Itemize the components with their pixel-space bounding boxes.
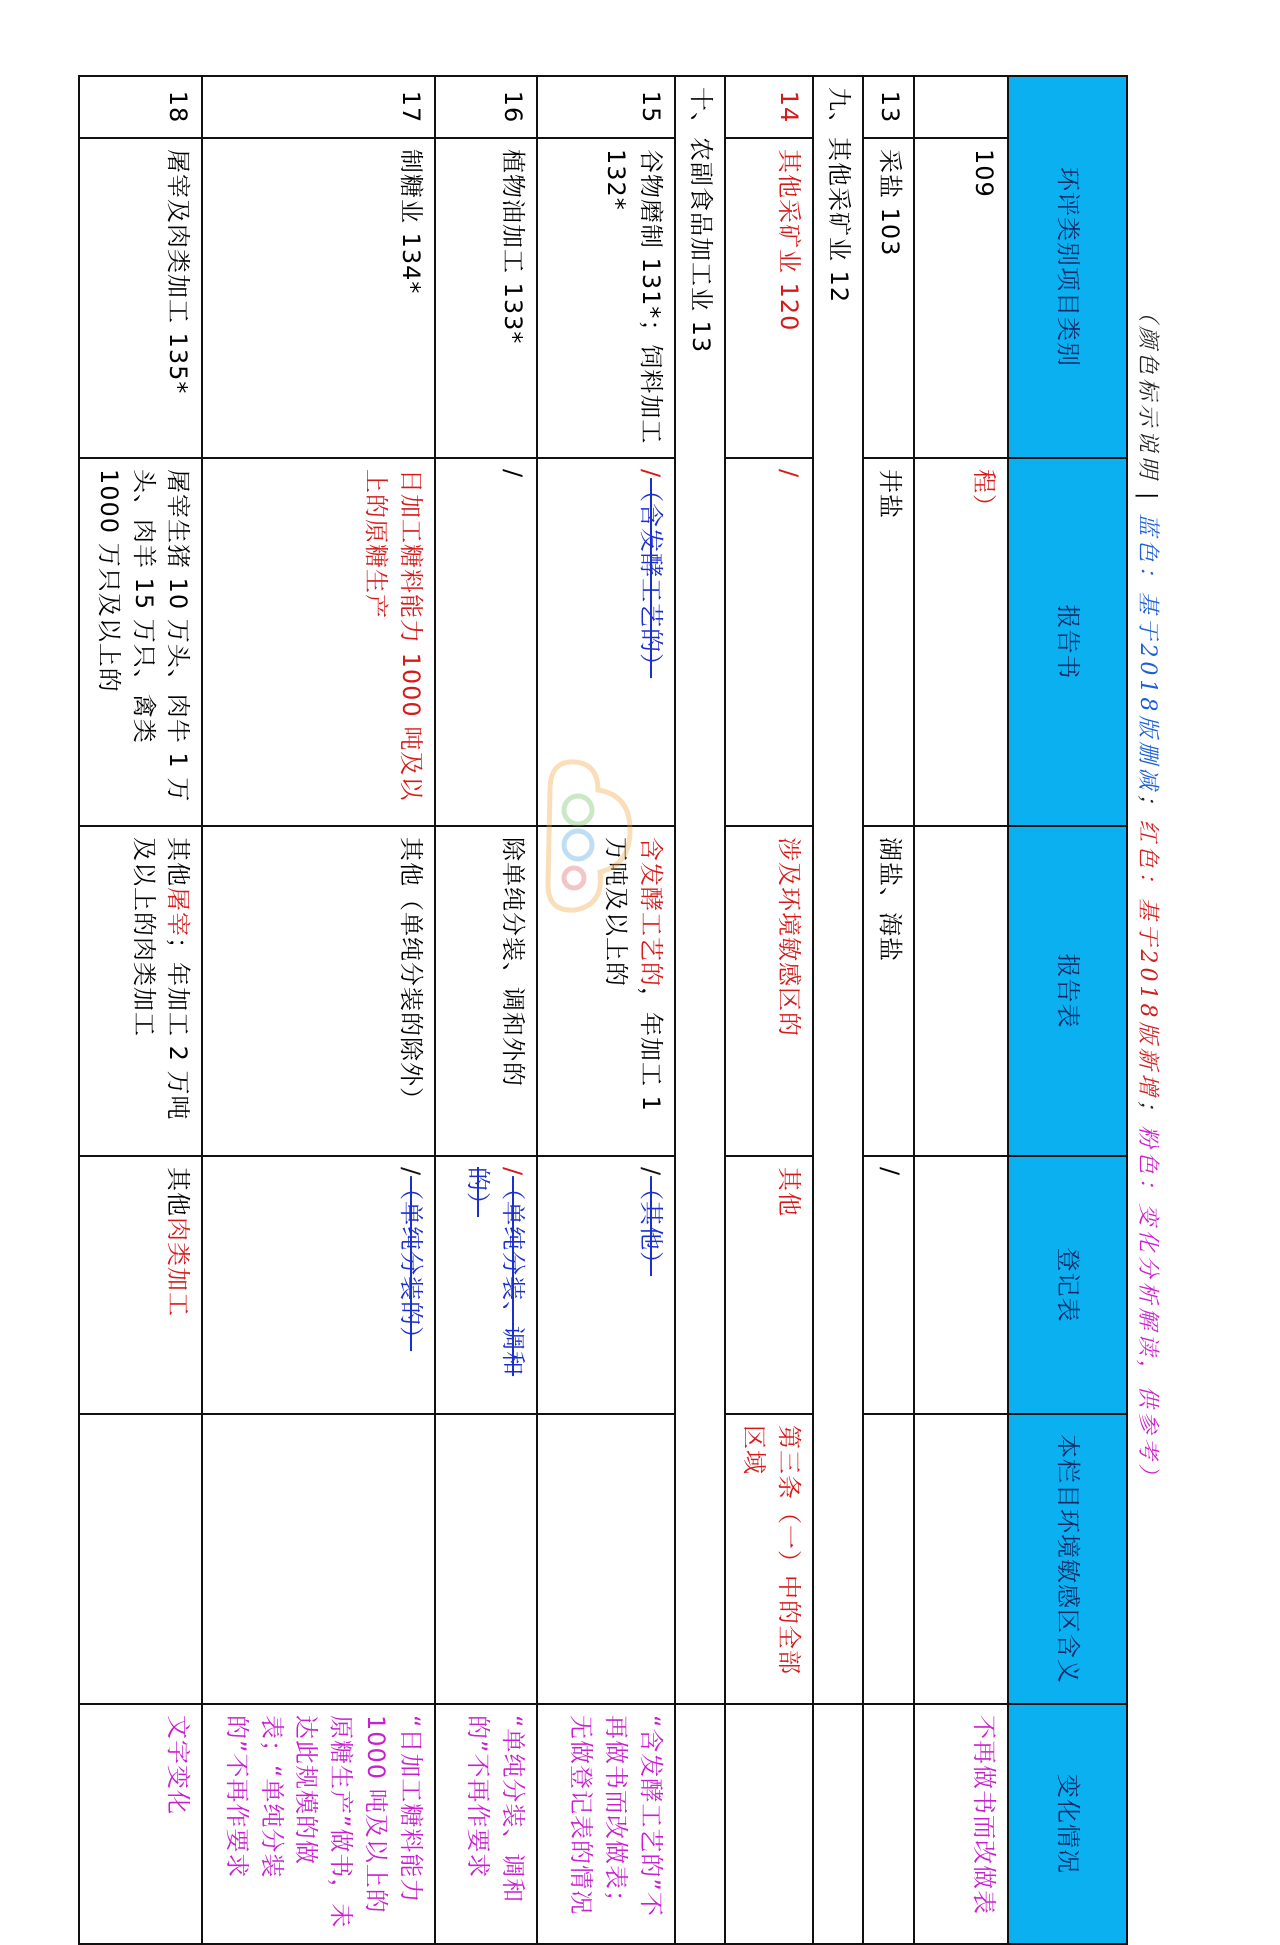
row-sensitive (914, 1414, 1008, 1704)
table-text: ；年加工 2 万吨及以上的肉类加工 (129, 837, 193, 1121)
row-category: 109 (914, 138, 1008, 458)
table-text: ，年加工 1 万吨及以上的 (601, 837, 665, 1112)
table-row (202, 76, 434, 1944)
legend-red: 红色：基于2018版新增 (1135, 819, 1160, 1100)
row-change: “单纯分装、调和的”不再作要求 (435, 1704, 537, 1944)
row-report-table: 湖盐、海盐 (863, 826, 914, 1156)
row-category: 制糖业 134* (202, 138, 434, 458)
book-slash: / (636, 469, 665, 479)
legend-semicolon: ； (1135, 1099, 1160, 1126)
book-deleted-text: （含发酵工艺的） (636, 478, 665, 679)
row-sensitive (79, 1414, 202, 1704)
header-row (1008, 76, 1127, 1944)
classification-table (78, 75, 1128, 1945)
row-number: 16 (435, 76, 537, 138)
legend-prefix: （颜色标示说明 (1135, 300, 1160, 483)
legend-separator: | (1135, 492, 1160, 504)
section-row (813, 76, 864, 1944)
legend-pink: 粉色：变化分析解读，供参考） (1135, 1125, 1160, 1490)
row-register (435, 1156, 537, 1414)
register-slash: / (498, 1167, 527, 1177)
header-report-book: 报告书 (1008, 458, 1127, 826)
row-register: / (863, 1156, 914, 1414)
table-added-text: 屠宰 (164, 887, 193, 937)
row-sensitive (202, 1414, 434, 1704)
row-report-book: 屠宰生猪 10 万头、肉牛 1 万头、肉羊 15 万只、禽类 1000 万只及以上的 (79, 458, 202, 826)
register-deleted-text: （其他） (636, 1176, 665, 1277)
section-heading: 九、其他采矿业 12 (813, 76, 864, 1704)
table-row (435, 76, 537, 1944)
row-sensitive (537, 1414, 675, 1704)
section-spacer (813, 1704, 864, 1944)
row-number: 13 (863, 76, 914, 138)
row-number: 15 (537, 76, 675, 138)
row-register (202, 1156, 434, 1414)
row-register: 其他 (725, 1156, 812, 1414)
legend-blue: 蓝色：基于2018版删减 (1135, 513, 1160, 794)
row-register (537, 1156, 675, 1414)
row-category: 采盐 103 (863, 138, 914, 458)
row-change: 不再做书而改做表 (914, 1704, 1008, 1944)
row-report-table: 其他（单纯分装的除外） (202, 826, 434, 1156)
table-row (79, 76, 202, 1944)
row-sensitive (435, 1414, 537, 1704)
table-row (863, 76, 914, 1944)
table-text: 其他 (164, 837, 193, 887)
row-report-table (914, 826, 1008, 1156)
register-deleted-text: （单纯分装、调和的） (464, 1167, 527, 1377)
register-text: 其他 (164, 1167, 193, 1217)
legend-semicolon: ； (1135, 793, 1160, 820)
table-row (914, 76, 1008, 1944)
row-report-table: 除单纯分装、调和外的 (435, 826, 537, 1156)
row-number (914, 76, 1008, 138)
header-category: 环评类别项目类别 (1008, 76, 1127, 458)
row-change: 文字变化 (79, 1704, 202, 1944)
row-register (914, 1156, 1008, 1414)
row-category: 谷物磨制 131*；饲料加工 132* (537, 138, 675, 458)
row-report-book: 井盐 (863, 458, 914, 826)
row-change (863, 1704, 914, 1944)
section-spacer (675, 1704, 726, 1944)
row-change: “含发酵工艺的”不再做书而改做表；无做登记表的情况 (537, 1704, 675, 1944)
header-change: 变化情况 (1008, 1704, 1127, 1944)
row-report-book: 日加工糖料能力 1000 吨及以上的原糖生产 (202, 458, 434, 826)
section-row (675, 76, 726, 1944)
row-report-book: / (435, 458, 537, 826)
header-sensitive: 本栏目环境敏感区含义 (1008, 1414, 1127, 1704)
header-register: 登记表 (1008, 1156, 1127, 1414)
register-deleted-text: （单纯分装的） (396, 1176, 425, 1352)
table-row (537, 76, 675, 1944)
color-legend (1134, 300, 1165, 1489)
row-number: 18 (79, 76, 202, 138)
row-report-book: / (725, 458, 812, 826)
header-report-table: 报告表 (1008, 826, 1127, 1156)
row-category: 其他采矿业 120 (725, 138, 812, 458)
table-row (725, 76, 812, 1944)
register-added-text: 肉类加工 (164, 1217, 193, 1317)
row-change (725, 1704, 812, 1944)
row-report-table (537, 826, 675, 1156)
row-sensitive (863, 1414, 914, 1704)
row-number: 14 (725, 76, 812, 138)
row-report-table (79, 826, 202, 1156)
row-register (79, 1156, 202, 1414)
row-sensitive: 第三条（一）中的全部区域 (725, 1414, 812, 1704)
row-change: “日加工糖料能力 1000 吨及以上的原糖生产”做书，未达此规模的做表；“单纯分装的”不再作要求 (202, 1704, 434, 1944)
row-category: 屠宰及肉类加工 135* (79, 138, 202, 458)
row-report-table: 涉及环境敏感区的 (725, 826, 812, 1156)
register-slash: / (396, 1167, 425, 1177)
row-category: 植物油加工 133* (435, 138, 537, 458)
section-heading: 十、农副食品加工业 13 (675, 76, 726, 1704)
table-added-text: 含发酵工艺的 (636, 837, 665, 987)
register-slash: / (636, 1167, 665, 1177)
row-report-book: 程） (914, 458, 1008, 826)
row-report-book (537, 458, 675, 826)
row-number: 17 (202, 76, 434, 138)
